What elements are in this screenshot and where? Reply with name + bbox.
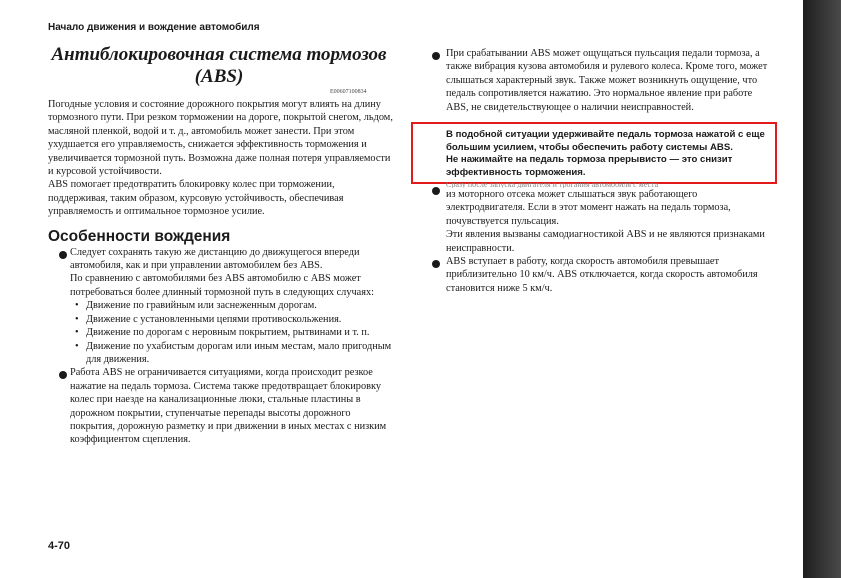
right-bullet-1 <box>432 47 772 114</box>
case-item <box>48 326 393 339</box>
driving-bullet-2-text: Работа ABS не ограничивается ситуациями, когда происходит резкое нажатие на педаль тормоза. Система также предотвращает блокировку колес при наезде на канализационные люки, стальные пластины в дорожном покрытии, ступенчатые перепады высоты дорожного покрытия, дорожную разметку и при движении в иных местах с низким коэффициентом сцепления. <box>70 367 387 446</box>
right-bullet-2-continuation: Эти явления вызваны самодиагностикой ABS и не являются признаками неисправности. <box>446 229 765 254</box>
case-item-text: Движение по дорогам с неровным покрытием, рытвинами и т. п. <box>86 327 370 339</box>
bullet-dot-icon <box>59 371 67 379</box>
case-item-text: Движение по ухабистым дорогам или иным местам, мало пригодным для движения. <box>86 340 392 365</box>
driving-bullet-1-continuation: По сравнению с автомобилями без ABS автомобилю с ABS может потребоваться более длинный тормозной путь в следующих случаях: <box>70 273 374 298</box>
case-item <box>48 299 393 312</box>
case-item <box>48 340 393 367</box>
right-bullet-3 <box>432 255 772 295</box>
right-column-lower <box>432 182 772 295</box>
section-header: Начало движения и вождение автомобиля <box>48 22 260 33</box>
driving-bullet-1-text: Следует сохранять такую же дистанцию до движущегося впереди автомобиля, как и при управлении автомобилем без ABS. <box>70 246 360 272</box>
driving-heading: Особенности вождения <box>48 227 231 245</box>
case-item-text: Движение по гравийным или заснеженным дорогам. <box>86 300 317 312</box>
notice-line-2: Не нажимайте на педаль тормоза прерывисто — это снизит эффективность торможения. <box>446 154 733 178</box>
title-line-2: (ABS) <box>194 66 244 87</box>
right-bullet-1-text: При срабатывании ABS может ощущаться пульсация педали тормоза, а также вибрация кузова автомобиля и рулевого колеса. Кроме того, может слышаться характерный звук. Также может возникнуть ощущение, что педаль сопротивляется нажатию. Это нормальное явление при работе ABS, не свидетельствующее о наличии неисправностей. <box>446 48 768 113</box>
right-bullet-3-text: ABS вступает в работу, когда скорость автомобиля превышает приблизительно 10 км/ч. ABS отключается, когда скорость автомобиля становится ниже 5 км/ч. <box>446 256 758 294</box>
notice-line-1: В подобной ситуации удерживайте педаль тормоза нажатой с еще большим усилием, чтобы обеспечить работу системы ABS. <box>446 129 765 153</box>
left-column <box>48 98 393 447</box>
case-item-text: Движение с установленными цепями противоскольжения. <box>86 313 342 325</box>
list-marker-icon: • <box>75 327 79 339</box>
right-column <box>432 47 772 114</box>
driving-bullet-1 <box>48 246 393 300</box>
viewer-background <box>803 0 841 578</box>
page-number: 4-70 <box>48 540 71 552</box>
right-bullet-2-text: из моторного отсека может слышаться звук работающего электродвигателя. Если в этот момент нажать на педаль тормоза, почувствуется пульсация. <box>446 189 731 227</box>
bullet-dot-icon <box>432 52 440 60</box>
highlighted-notice <box>411 122 777 184</box>
bullet-dot-icon <box>432 187 440 195</box>
bullet-dot-icon <box>432 260 440 268</box>
title-line-1: Антиблокировочная система тормозов <box>51 44 387 65</box>
intro-paragraph-2: ABS помогает предотвратить блокировку колес при торможении, поддерживая, таким образом, курсовую устойчивость, обеспечивая управляемость и оптимальное тормозное усилие. <box>48 179 344 218</box>
list-marker-icon: • <box>75 313 79 325</box>
list-marker-icon: • <box>75 300 79 312</box>
case-item <box>48 313 393 326</box>
list-marker-icon: • <box>75 340 79 352</box>
document-code: E00607100834 <box>330 89 367 95</box>
intro-paragraph-1: Погодные условия и состояние дорожного покрытия могут влиять на длину тормозного пути. При резком торможении на дороге, покрытой снегом, льдом, масляной пленкой, водой и т. д., автомобиль может занести. При этом ухудшается его управляемость, снижается эффективность торможения и увеличивается тормозной путь. Возможна даже полная потеря управляемости и курсовой устойчивости. <box>48 99 393 178</box>
right-bullet-2 <box>432 182 772 255</box>
page-title <box>48 44 390 88</box>
right-bullet-2-first-line: Сразу после запуска двигателя и трогания автомобиля с места <box>446 182 659 188</box>
bullet-dot-icon <box>59 251 67 259</box>
driving-bullet-2 <box>48 366 393 446</box>
